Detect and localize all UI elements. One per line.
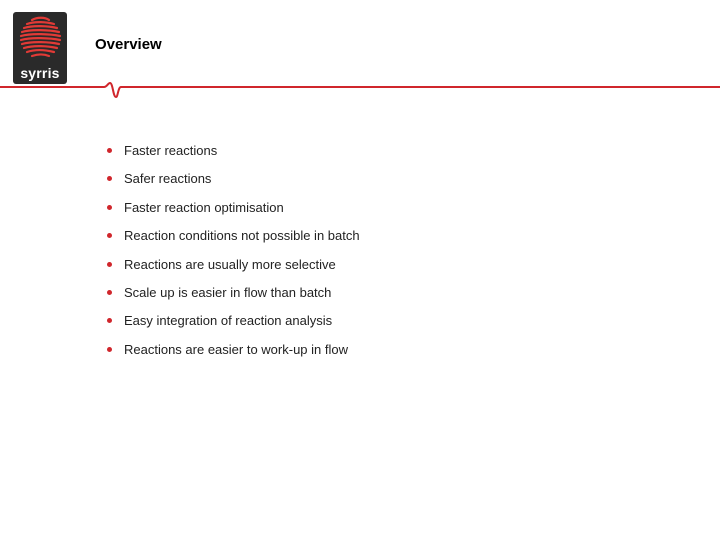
bullet-dot-icon: [107, 262, 112, 267]
bullet-dot-icon: [107, 347, 112, 352]
logo-wordmark: syrris: [20, 65, 60, 81]
bullet-text: Reaction conditions not possible in batch: [124, 228, 360, 244]
bullet-text: Safer reactions: [124, 171, 212, 187]
bullet-list: [102, 142, 360, 369]
bullet-text: Scale up is easier in flow than batch: [124, 284, 332, 300]
bullet-item: [102, 284, 360, 312]
bullet-text: Reactions are usually more selective: [124, 256, 336, 272]
bullet-item: [102, 142, 360, 170]
slide-title: Overview: [95, 36, 162, 53]
bullet-item: [102, 199, 360, 227]
bullet-dot-icon: [107, 148, 112, 153]
bullet-dot-icon: [107, 318, 112, 323]
bullet-dot-icon: [107, 205, 112, 210]
bullet-text: Easy integration of reaction analysis: [124, 313, 333, 329]
bullet-dot-icon: [107, 176, 112, 181]
bullet-text: Reactions are easier to work-up in flow: [124, 341, 348, 357]
bullet-item: [102, 256, 360, 284]
bullet-dot-icon: [107, 233, 112, 238]
bullet-dot-icon: [107, 290, 112, 295]
syrris-logo-mark-icon: [13, 12, 67, 66]
bullet-item: [102, 312, 360, 340]
header-divider-line: [0, 80, 720, 104]
bullet-item: [102, 227, 360, 255]
bullet-text: Faster reaction optimisation: [124, 199, 284, 215]
bullet-item: [102, 341, 360, 369]
syrris-logo: [13, 12, 67, 84]
bullet-text: Faster reactions: [124, 143, 218, 158]
bullet-item: [102, 170, 360, 198]
